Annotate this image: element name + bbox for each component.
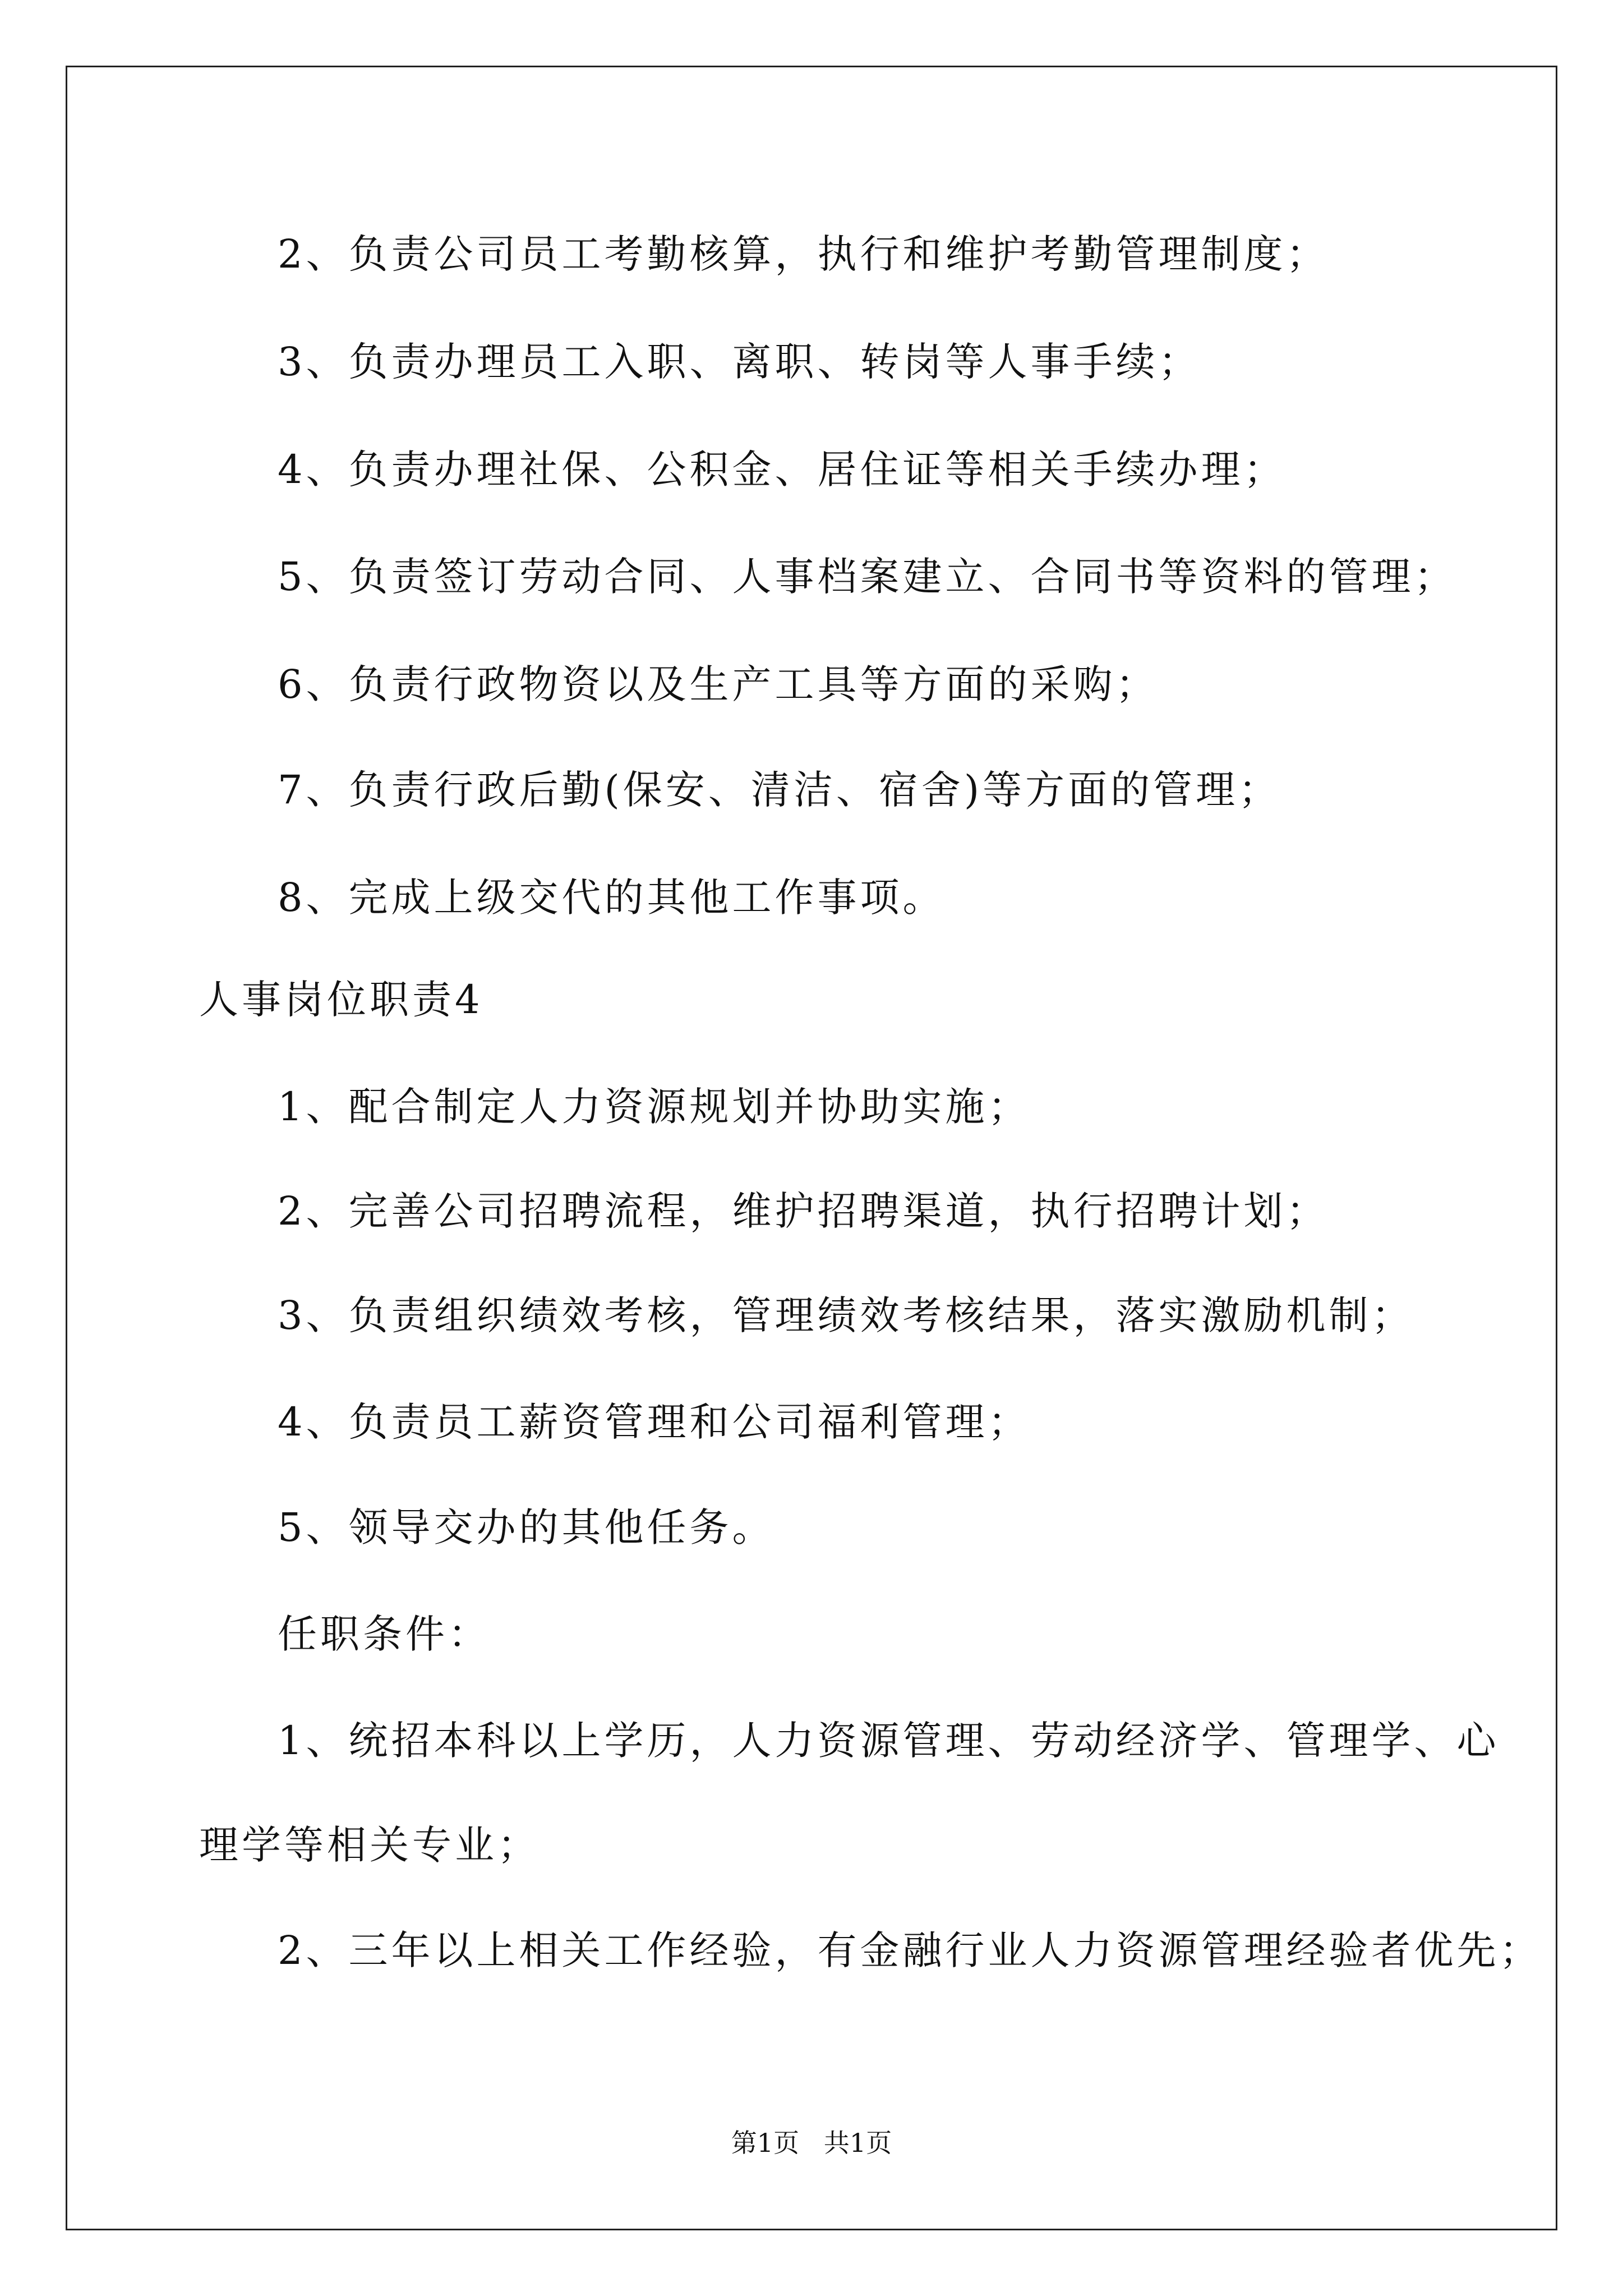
- duty-line-8: 8、完成上级交代的其他工作事项。: [278, 875, 946, 921]
- page-frame: [66, 66, 1557, 2230]
- duty-line-2: 2、负责公司员工考勤核算，执行和维护考勤管理制度；: [278, 231, 1329, 277]
- requirement-line-1: 1、统招本科以上学历，人力资源管理、劳动经济学、管理学、心: [278, 1718, 1500, 1764]
- section-heading: 人事岗位职责4: [199, 977, 483, 1023]
- duty-4-line-4: 4、负责员工薪资管理和公司福利管理；: [278, 1399, 1031, 1445]
- duty-4-line-2: 2、完善公司招聘流程，维护招聘渠道，执行招聘计划；: [278, 1188, 1329, 1234]
- requirements-heading: 任职条件：: [278, 1611, 491, 1657]
- page-footer: 第1页 共1页: [731, 2128, 892, 2158]
- duty-4-line-1: 1、配合制定人力资源规划并协助实施；: [278, 1084, 1031, 1130]
- duty-line-7: 7、负责行政后勤(保安、清洁、宿舍)等方面的管理；: [278, 767, 1281, 813]
- duty-line-6: 6、负责行政物资以及生产工具等方面的采购；: [278, 661, 1159, 707]
- duty-4-line-5: 5、领导交办的其他任务。: [278, 1504, 775, 1550]
- duty-4-line-3: 3、负责组织绩效考核，管理绩效考核结果，落实激励机制；: [278, 1292, 1414, 1338]
- requirement-line-1-cont: 理学等相关专业；: [199, 1822, 540, 1868]
- duty-line-3: 3、负责办理员工入职、离职、转岗等人事手续；: [278, 339, 1201, 385]
- requirement-line-2: 2、三年以上相关工作经验，有金融行业人力资源管理经验者优先；: [278, 1927, 1542, 1973]
- duty-line-5: 5、负责签订劳动合同、人事档案建立、合同书等资料的管理；: [278, 554, 1457, 600]
- duty-line-4: 4、负责办理社保、公积金、居住证等相关手续办理；: [278, 447, 1287, 493]
